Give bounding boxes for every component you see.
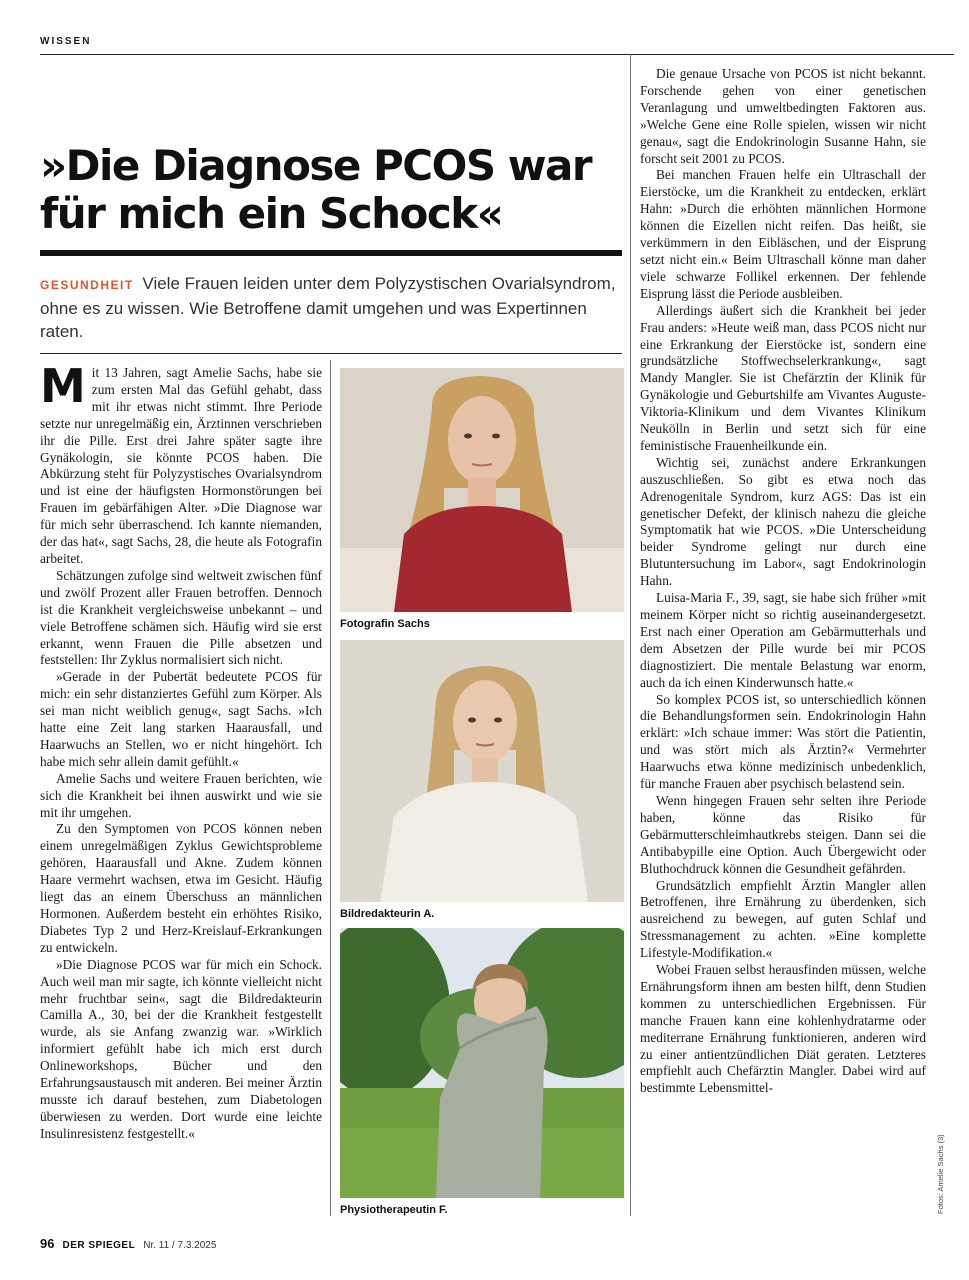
section-label: WISSEN <box>40 36 92 47</box>
body-column-1 <box>40 359 322 1143</box>
body-paragraph: Mit 13 Jahren, sagt Amelie Sachs, habe sie zum ersten Mal das Gefühl gehabt, dass mit ihr etwas nicht stimmt. Ihre Periode setzte nur unregelmäßig ein, Ärztinnen verschrieben ihr die Pille. Erst drei Jahre später sagte ihre Gynäkologin, sie könnte PCOS haben. Die Abkürzung steht für Polyzystisches Ovarialsyndrom und ist eine der häufigsten Hormonstörungen bei Frauen im gebärfähigen Alter. »Die Diagnose war für mich sehr überraschend. Ich kannte niemanden, der das hat«, sagt Sachs, 28, die heute als Fotografin arbeitet. <box>40 359 322 566</box>
body-paragraph: Allerdings äußert sich die Krankheit bei jeder Frau anders: »Heute weiß man, dass PCOS nicht nur eine Erkrankung der Eierstöcke ist, sondern eine grundsätzliche Stoffwechselerkrankung«, sagt Mandy Mangler. Sie ist Chefärztin der Klinik für Gynäkologie und Geburtshilfe am Vivantes Auguste-Viktoria-Klinikum und dem Vivantes Klinikum Neukölln in Berlin und setzt sich für eine feministische Frauenheilkunde ein. <box>640 302 926 453</box>
body-paragraph: So komplex PCOS ist, so unterschiedlich können die Behandlungsformen sein. Endokrinologin Hahn erklärt: »Ich schaue immer: Was stört die Patientin, und was stört mich als Ärztin?« Vermehrter Haarwuchs etwa könne medizinisch unbedenklich, für manche Frauen aber psychisch belastend sein. <box>640 691 926 792</box>
body-paragraph: Wobei Frauen selbst herausfinden müssen, welche Ernährungsform ihnen am besten hilft, denn Studien kommen zu unterschiedlichen Ergebnissen. Für manche Frauen kann eine kohlenhydratarme oder mediterrane Ernährung funktionieren, anderen wird zu einer antientzündlichen Diät geraten. Letzteres empfiehlt auch Chefärztin Mangler. Dabei wird auf bestimmte Lebensmittel- <box>640 962 926 1096</box>
photo-credit: Fotos: Amelie Sachs (3) <box>936 1134 945 1214</box>
photo-caption: Physiotherapeutin F. <box>340 1204 448 1216</box>
body-column-3 <box>640 66 926 1097</box>
body-paragraph: Wenn hingegen Frauen sehr selten ihre Periode haben, könne das Risiko für Gebärmutterschleimhautkrebs steigen. Dann sei die Antibabypille eine Option. Auch Übergewicht oder Bluthochdruck können die Gesundheit gefährden. <box>640 792 926 876</box>
magazine-name: DER SPIEGEL <box>62 1240 136 1251</box>
column-divider-right <box>630 54 631 1216</box>
body-paragraph: Bei manchen Frauen helfe ein Ultraschall der Eierstöcke, um die Krankheit zu entdecken, erklärt Hahn: »Durch die erhöhten männlichen Hormone können die Eizellen nicht reifen. Das heißt, sie verkümmern in den Eibläschen, und der Eisprung setzt nicht ein.« Beim Ultraschall könne man daher viele schwarze Follikel erkennen. Der fehlende Eisprung lässt die Periode ausbleiben. <box>640 167 926 301</box>
body-paragraph: Schätzungen zufolge sind weltweit zwischen fünf und zwölf Prozent aller Frauen betroffen. Dennoch ist die Krankheit vergleichsweise unbekannt – und viele Betroffene schämen sich. Häufig wird sie erst erkannt, wenn Frauen die Pille absetzen und feststellen: Ihr Zyklus normalisiert sich nicht. <box>40 567 322 668</box>
photo-caption: Fotografin Sachs <box>340 618 430 630</box>
body-paragraph: »Die Diagnose PCOS war für mich ein Schock. Auch weil man mir sagte, ich könnte vielleicht nicht mehr fruchtbar sein«, sagt die Bildredakteurin Camilla A., 30, bei der die Krankheit festgestellt wurde, als sie Anfang zwanzig war. »Wirklich informiert gefühlt habe ich mich erst durch Onlineworkshops, Bücher und den Erfahrungsaustausch mit anderen. Bei meiner Ärztin musste ich darauf bestehen, zum Diabetologen überwiesen zu werden. Dort wurde eine leichte Insulinresistenz festgestellt.« <box>40 956 322 1141</box>
column-divider-left <box>330 360 331 1216</box>
body-paragraph: Luisa-Maria F., 39, sagt, sie habe sich früher »mit meinem Körper nicht so richtig auseinandergesetzt. Erst nach einer Operation am Gebärmutterhals und dem Absetzen der Pille wurde bei mir PCOS diagnostiziert. Die mentale Belastung war enorm, auch da ich einen Kinderwunsch hatte.« <box>640 590 926 690</box>
body-paragraph: Grundsätzlich empfiehlt Ärztin Mangler allen Betroffenen, ihre Ernährung zu überdenken, sich ausreichend zu bewegen, auf guten Schlaf und Stressmanagement zu achten. »Eine komplette Lifestyle-Modifikation.« <box>640 877 926 961</box>
photo-luisa-maria <box>340 928 624 1198</box>
body-paragraph: Amelie Sachs und weitere Frauen berichten, wie sich die Krankheit bei ihnen auswirkt und wie sie mit ihr umgehen. <box>40 770 322 820</box>
page-number: 96 <box>40 1236 55 1251</box>
article-headline: »Die Diagnose PCOS war für mich ein Schock« <box>40 141 592 238</box>
body-paragraph: »Gerade in der Pubertät bedeutete PCOS für mich: ein sehr distanziertes Gefühl zum Körper. Als sei man nicht weiblich genug«, sagt Sachs. »Ich hatte eine Zeit lang starken Haarausfall, und Haarwuchs an Stellen, wo er nicht hingehört. Ich habe mich sehr allein damit gefühlt.« <box>40 669 322 769</box>
body-paragraph: Zu den Symptomen von PCOS können neben einem unregelmäßigen Zyklus Gewichtsprobleme gehören, Haarausfall und Akne. Zudem können Haare vermehrt wachsen, etwa im Gesicht. Häufig liegt das an einem Überschuss an männlichen Hormonen. Außerdem besteht ein erhöhtes Risiko, Diabetes Typ 2 und Herz-Kreislauf-Erkrankungen zu entwickeln. <box>40 821 322 955</box>
photo-sachs <box>340 368 624 612</box>
photo-caption: Bildredakteurin A. <box>340 908 435 920</box>
issue-info: Nr. 11 / 7.3.2025 <box>143 1240 217 1251</box>
teaser-text: Viele Frauen leiden unter dem Polyzystischen Ovarialsyndrom, ohne es zu wissen. Wie Betroffene damit umgehen und was Expertinnen raten. <box>40 274 616 341</box>
photo-camilla <box>340 640 624 902</box>
body-paragraph: Wichtig sei, zunächst andere Erkrankungen auszuschließen. So gibt es etwa noch das Adrenogenitale Syndrom, kurz AGS: Das ist ein genetischer Defekt, der klinisch nahezu die gleiche Symptomatik hat wie PCOS. »Die Unterscheidung beider Syndrome gelingt nur durch eine Blutuntersuchung im Labor«, sagt Endokrinologin Hahn. <box>640 454 926 589</box>
page-footer <box>40 1236 216 1251</box>
teaser-kicker: GESUNDHEIT <box>40 278 134 292</box>
headline-rule <box>40 250 622 256</box>
article-teaser <box>40 272 620 343</box>
teaser-rule <box>40 353 622 354</box>
top-rule <box>40 54 954 55</box>
drop-cap: M <box>40 359 86 413</box>
body-paragraph: Die genaue Ursache von PCOS ist nicht bekannt. Forschende gehen von einer genetischen Veranlagung und umweltbedingten Faktoren aus. »Welche Gene eine Rolle spielen, wissen wir nicht genau«, sagt die Endokrinologin Susanne Hahn, sie forscht seit 2001 zu PCOS. <box>640 66 926 166</box>
